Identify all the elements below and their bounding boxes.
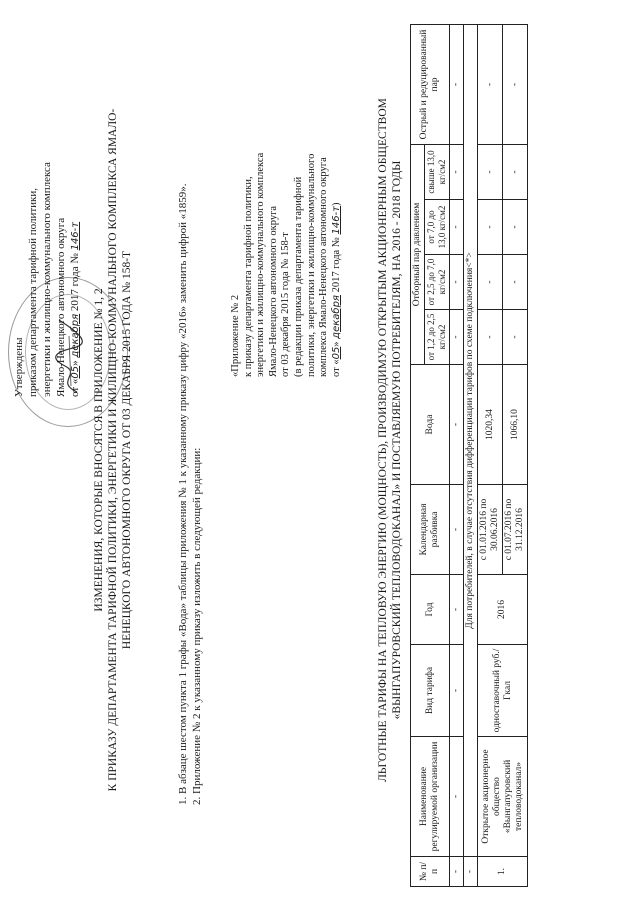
header-year: Год	[411, 575, 450, 645]
amendments-list	[176, 45, 204, 805]
approval-block	[12, 17, 83, 397]
appendix2-line: политики, энергетики и жилищно-коммунального	[305, 153, 317, 377]
section-caption: Для потребителей, в случае отсутствия дифференциации тарифов по схеме подключения<*>	[464, 24, 478, 856]
tariff-table	[410, 24, 528, 887]
table-section-row	[464, 24, 478, 886]
table-header-row	[411, 24, 425, 886]
cell-dash: -	[478, 200, 503, 255]
cell-dash: -	[450, 144, 464, 199]
appendix2-date-day: 05	[330, 346, 342, 360]
appendix2-line: «Приложение № 2	[230, 294, 241, 377]
appendix2-date-number: 146-т	[330, 206, 342, 235]
amendment-item: 2. Приложение № 2 к указанному приказу изложить в следующей редакции:	[191, 447, 203, 805]
cell-dash: -	[503, 144, 528, 199]
cell-dash: -	[464, 857, 478, 887]
approval-date-month: декабря	[70, 313, 81, 358]
approval-line: приказом департамента тарифной политики,	[27, 188, 39, 397]
appendix2-line: энергетики и жилищно-коммунального комплекса	[255, 152, 267, 377]
cell-period: с 01.07.2016 по 31.12.2016	[503, 485, 528, 575]
cell-water: 1020,34	[478, 365, 503, 485]
appendix2-date-mid: »	[330, 338, 342, 347]
approval-date-mid: »	[69, 357, 81, 366]
approval-line: энергетики и жилищно-коммунального комплекса	[41, 162, 53, 397]
approval-date-day: 05	[70, 365, 81, 379]
appendix2-line: Ямало-Ненецкого автономного округа	[267, 205, 279, 377]
appendix2-line: комплекса Ямало-Ненецкого автономного округа	[318, 157, 330, 377]
header-period: Календарная разбивка	[411, 485, 450, 575]
approval-line: Утверждены	[13, 337, 25, 397]
appendix2-line: (в редакции приказа департамента тарифной	[292, 176, 304, 377]
cell-dash: -	[503, 200, 528, 255]
title-line: К ПРИКАЗУ ДЕПАРТАМЕНТА ТАРИФНОЙ ПОЛИТИКИ, ЭНЕРГЕТИКИ И ЖИЛИЩНО-КОММУНАЛЬНОГО КОМПЛЕКСА ЯМАЛО-	[107, 108, 119, 792]
cell-dash: -	[450, 485, 464, 575]
cell-water: 1066,10	[503, 365, 528, 485]
header-sharp-steam: Острый и редуцированный пар	[411, 24, 450, 144]
appendix2-date-month: декабря	[330, 295, 342, 339]
cell-dash: -	[450, 365, 464, 485]
cell-dash: -	[450, 24, 464, 144]
tariff-title-line: «ВЫНГАПУРОВСКИЙ ТЕПЛОВОДОКАНАЛ» И ПОСТАВЛЯЕМУЮ ПОТРЕБИТЕЛЯМ, НА 2016 - 2018 ГОДЫ	[391, 160, 403, 720]
cell-dash: -	[450, 737, 464, 857]
title-line: ИЗМЕНЕНИЯ, КОТОРЫЕ ВНОСЯТСЯ В ПРИЛОЖЕНИЕ № 1, 2	[93, 288, 105, 612]
cell-dash: -	[503, 24, 528, 144]
cell-dash: -	[478, 144, 503, 199]
cell-dash: -	[450, 575, 464, 645]
header-steam-sub: от 7,0 до 13,0 кг/см2	[425, 200, 450, 255]
appendix2-date-suffix: )	[330, 202, 342, 206]
appendix2-date	[331, 77, 344, 377]
title-line: НЕНЕЦКОГО АВТОНОМНОГО ОКРУГА ОТ 03 ДЕКАБРЯ 2015 ГОДА № 158-Т	[121, 250, 133, 650]
cell-period: с 01.01.2016 по 30.06.2016	[478, 485, 503, 575]
approval-date-number: 146-т	[70, 221, 81, 251]
cell-dash: -	[450, 645, 464, 737]
cell-year: 2016	[478, 575, 528, 645]
header-tariff-type: Вид тарифа	[411, 645, 450, 737]
cell-dash: -	[450, 255, 464, 310]
header-num: № п/п	[411, 857, 450, 887]
cell-dash: -	[450, 857, 464, 887]
cell-dash: -	[503, 310, 528, 365]
appendix2-block	[230, 77, 343, 377]
appendix2-line: к приказу департамента тарифной политики,	[242, 176, 254, 377]
header-water: Вода	[411, 365, 450, 485]
header-steam-sub: от 2,5 до 7,0 кг/см2	[425, 255, 450, 310]
appendix2-date-prefix: от «	[330, 359, 342, 377]
document-title	[92, 65, 134, 835]
tariff-title-line: ЛЬГОТНЫЕ ТАРИФЫ НА ТЕПЛОВУЮ ЭНЕРГИЮ (МОЩНОСТЬ), ПРОИЗВОДИМУЮ ОТКРЫТЫМ АКЦИОНЕРНЫМ ОБЩЕСТВОМ	[377, 98, 389, 782]
cell-dash: -	[503, 255, 528, 310]
cell-org: Открытое акционерное общество «Вынгапуровский тепловодоканал»	[478, 737, 528, 857]
cell-dash: -	[450, 310, 464, 365]
cell-dash: -	[478, 255, 503, 310]
cell-dash: -	[450, 200, 464, 255]
header-steam-sub: от 1,2 до 2,5 кг/см2	[425, 310, 450, 365]
tariff-title	[376, 45, 404, 835]
approval-date-prefix: от «	[69, 378, 81, 397]
cell-dash: -	[478, 24, 503, 144]
approval-line: Ямало-Ненецкого автономного округа	[55, 217, 67, 397]
amendment-item: 1. В абзаце шестом пункта 1 графы «Вода» таблицы приложения № 1 к указанному приказу цифру «2016» заменить цифрой «1859».	[177, 183, 189, 805]
table-row	[450, 24, 464, 886]
table-row	[478, 24, 503, 886]
header-steam-sub: свыше 13,0 кг/см2	[425, 144, 450, 199]
appendix2-line: от 03 декабря 2015 года № 158-т	[280, 232, 292, 377]
cell-num: 1.	[478, 857, 528, 887]
approval-date	[68, 17, 83, 397]
cell-tariff-type: одноставочный руб./Гкал	[478, 645, 528, 737]
approval-date-year: 2017 года №	[69, 250, 81, 314]
header-steam: Отборный пар давлением	[411, 144, 425, 364]
header-org: Наименование регулируемой организации	[411, 737, 450, 857]
appendix2-date-year: 2017 года №	[330, 234, 342, 296]
cell-dash: -	[478, 310, 503, 365]
